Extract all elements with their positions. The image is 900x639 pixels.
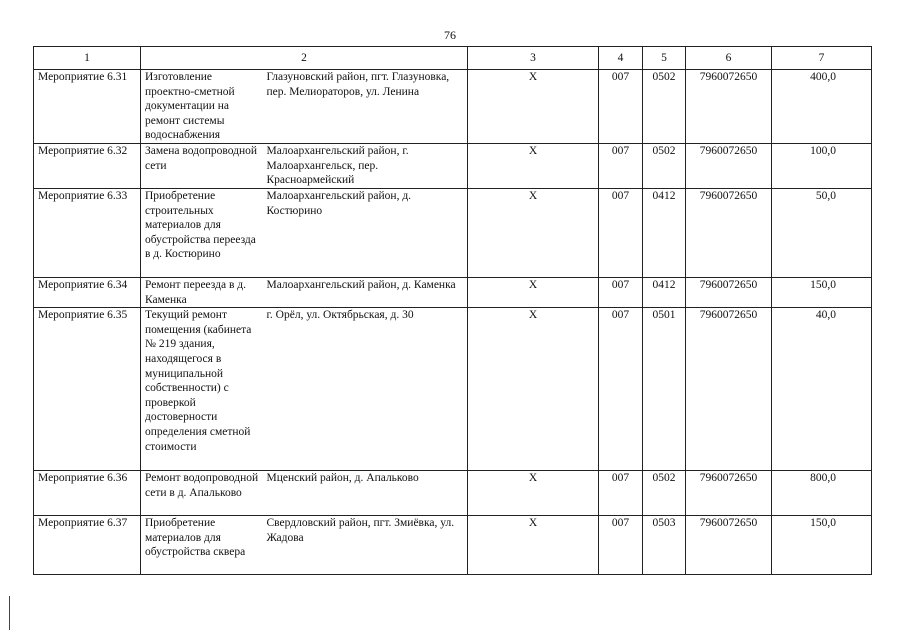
column-header: 4 [599,47,643,70]
table-header-row [34,47,872,70]
table-row [34,143,872,188]
cell-amount: 40,0 [772,308,872,471]
cell-amount: 150,0 [772,516,872,575]
column-header: 7 [772,47,872,70]
cell-col4: 007 [599,277,643,307]
cell-col3: Х [468,188,599,277]
column-header: 2 [141,47,468,70]
event-description: Текущий ремонт помещения (кабинета № 219 здания, находящегося в муниципальной собственности) с проверкой достоверности определения сметной стоимости [141,308,263,471]
cell-amount: 50,0 [772,188,872,277]
event-number: Мероприятие 6.32 [34,143,141,188]
cell-col3: Х [468,143,599,188]
event-description: Изготовление проектно-сметной документации на ремонт системы водоснабжения [141,70,263,144]
cell-col4: 007 [599,70,643,144]
table-row [34,277,872,307]
event-location: Малоархангельский район, д. Костюрино [263,188,468,277]
event-description: Замена водопроводной сети [141,143,263,188]
cell-col6: 7960072650 [686,277,772,307]
table-row [34,516,872,575]
event-location: Глазуновский район, пгт. Глазуновка, пер. Мелиораторов, ул. Ленина [263,70,468,144]
event-location: Мценский район, д. Апальково [263,471,468,516]
cell-amount: 100,0 [772,143,872,188]
cell-col6: 7960072650 [686,188,772,277]
scan-margin-mark [9,596,10,630]
table-row [34,70,872,144]
event-number: Мероприятие 6.36 [34,471,141,516]
column-header: 5 [643,47,686,70]
cell-col3: Х [468,70,599,144]
cell-col6: 7960072650 [686,70,772,144]
cell-col4: 007 [599,188,643,277]
cell-amount: 800,0 [772,471,872,516]
event-number: Мероприятие 6.37 [34,516,141,575]
event-description: Ремонт переезда в д. Каменка [141,277,263,307]
cell-col6: 7960072650 [686,308,772,471]
cell-col4: 007 [599,143,643,188]
cell-col5: 0412 [643,277,686,307]
column-header: 1 [34,47,141,70]
event-number: Мероприятие 6.31 [34,70,141,144]
cell-col6: 7960072650 [686,516,772,575]
table-row [34,308,872,471]
cell-col6: 7960072650 [686,143,772,188]
column-header: 3 [468,47,599,70]
budget-table [33,46,872,575]
event-number: Мероприятие 6.35 [34,308,141,471]
cell-amount: 150,0 [772,277,872,307]
cell-col3: Х [468,516,599,575]
cell-col4: 007 [599,471,643,516]
cell-col3: Х [468,277,599,307]
event-location: Малоархангельский район, д. Каменка [263,277,468,307]
cell-col5: 0412 [643,188,686,277]
event-description: Приобретение материалов для обустройства сквера [141,516,263,575]
event-location: г. Орёл, ул. Октябрьская, д. 30 [263,308,468,471]
event-location: Малоархангельский район, г. Малоархангельск, пер. Красноармейский [263,143,468,188]
cell-col5: 0501 [643,308,686,471]
cell-col5: 0502 [643,471,686,516]
cell-col5: 0502 [643,143,686,188]
page-number: 76 [444,28,456,42]
cell-col5: 0502 [643,70,686,144]
event-location: Свердловский район, пгт. Змиёвка, ул. Жадова [263,516,468,575]
event-description: Ремонт водопроводной сети в д. Апальково [141,471,263,516]
cell-col3: Х [468,308,599,471]
table-row [34,471,872,516]
cell-col4: 007 [599,308,643,471]
event-number: Мероприятие 6.34 [34,277,141,307]
event-description: Приобретение строительных материалов для обустройства переезда в д. Костюрино [141,188,263,277]
table-row [34,188,872,277]
cell-col3: Х [468,471,599,516]
cell-amount: 400,0 [772,70,872,144]
cell-col5: 0503 [643,516,686,575]
cell-col6: 7960072650 [686,471,772,516]
cell-col4: 007 [599,516,643,575]
column-header: 6 [686,47,772,70]
event-number: Мероприятие 6.33 [34,188,141,277]
